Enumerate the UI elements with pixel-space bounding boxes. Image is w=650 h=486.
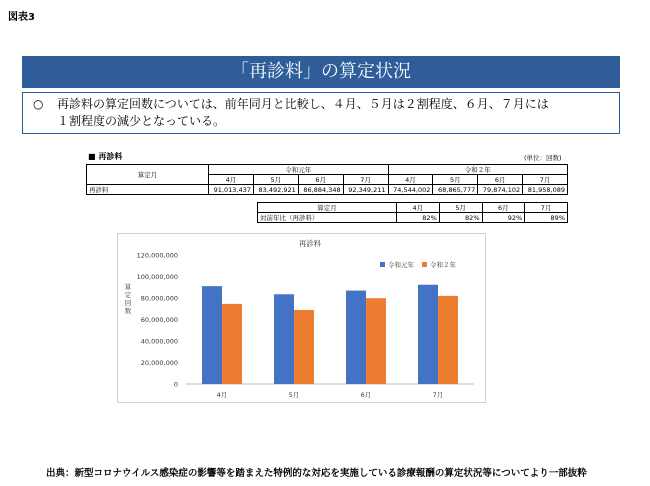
- ratio-month-header: 6月: [482, 203, 525, 213]
- legend-swatch: [380, 262, 385, 267]
- bar: [222, 304, 242, 384]
- chart-title: 再診料: [298, 239, 322, 248]
- table-month-header: 5月: [433, 175, 478, 185]
- table-row: [87, 185, 568, 195]
- table-month-header: 4月: [209, 175, 254, 185]
- y-tick-label: 60,000,000: [140, 316, 178, 324]
- legend-label: 令和２年: [430, 261, 456, 269]
- table-row: [258, 213, 568, 223]
- table-header-row: [87, 165, 568, 175]
- y-tick-label: 40,000,000: [140, 337, 178, 346]
- y-tick-label: 0: [173, 380, 178, 389]
- y-tick-label: 120,000,000: [136, 251, 178, 260]
- section-title: ■ 再診料: [88, 152, 123, 161]
- legend-label: 令和元年: [388, 261, 414, 269]
- ratio-header-row: [258, 203, 568, 213]
- summary-line-1: 再診料の算定回数については、前年同月と比較し、４月、５月は２割程度、６月、７月には: [57, 97, 549, 111]
- ratio-month-header: 5月: [439, 203, 482, 213]
- table-month-header: 6月: [298, 175, 343, 185]
- table-cell: 91,013,437: [209, 185, 254, 195]
- table-corner-label: 算定月: [87, 165, 209, 185]
- x-tick-label: 4月: [216, 391, 228, 399]
- table-cell: 68,865,777: [433, 185, 478, 195]
- table-cell: 79,874,102: [478, 185, 523, 195]
- bar: [418, 285, 438, 384]
- y-tick-label: 80,000,000: [140, 294, 178, 303]
- ratio-month-header: 7月: [525, 203, 568, 213]
- y-tick-label: 100,000,000: [136, 273, 178, 281]
- x-tick-label: 7月: [432, 391, 444, 399]
- table-cell: 83,492,921: [253, 185, 298, 195]
- bar: [346, 291, 366, 384]
- ratio-table: [257, 202, 568, 223]
- bar: [274, 294, 294, 384]
- summary-box: [22, 92, 620, 134]
- table-cell: 74,544,002: [388, 185, 433, 195]
- table-month-header: 4月: [388, 175, 433, 185]
- y-tick-label: 20,000,000: [140, 359, 178, 367]
- table-cell: 81,958,089: [523, 185, 568, 195]
- x-tick-label: 6月: [360, 391, 372, 399]
- table-month-header: 5月: [253, 175, 298, 185]
- bar: [202, 286, 222, 384]
- summary-line-2: １割程度の減少となっている。: [57, 114, 226, 128]
- ratio-row-label: 対前年比（再診料）: [258, 213, 397, 223]
- table-row-label: 再診料: [87, 185, 209, 195]
- x-tick-label: 5月: [288, 391, 300, 399]
- ratio-cell: 82%: [439, 213, 482, 223]
- bar: [366, 298, 386, 384]
- y-axis-label: 数: [124, 307, 132, 315]
- y-axis-label: 定: [124, 291, 132, 299]
- y-axis-label: 算: [124, 283, 132, 291]
- bar-chart: [118, 234, 485, 402]
- ratio-cell: 89%: [525, 213, 568, 223]
- bar: [438, 296, 458, 384]
- ratio-cell: 82%: [397, 213, 440, 223]
- ratio-cell: 92%: [482, 213, 525, 223]
- figure-label: 図表3: [8, 12, 35, 23]
- table-cell: 92,349,211: [343, 185, 388, 195]
- table-year2-header: 令和２年: [388, 165, 568, 175]
- table-month-header: 7月: [343, 175, 388, 185]
- table-year1-header: 令和元年: [209, 165, 389, 175]
- source-note: 出典：新型コロナウイルス感染症の影響等を踏まえた特例的な対応を実施している診療報酬の算定状況等についてより一部抜粋: [46, 468, 587, 479]
- table-month-header: 7月: [523, 175, 568, 185]
- y-axis-label: 回: [124, 299, 132, 307]
- counts-table: [86, 164, 568, 195]
- unit-note: (単位：回数): [524, 154, 562, 162]
- bullet-icon: ○: [33, 97, 44, 111]
- legend-swatch: [422, 262, 427, 267]
- ratio-month-header: 4月: [397, 203, 440, 213]
- page-title: 「再診料」の算定状況: [22, 56, 620, 88]
- ratio-corner-label: 算定月: [258, 203, 397, 213]
- table-month-header: 6月: [478, 175, 523, 185]
- chart-container: [117, 233, 486, 403]
- bar: [294, 310, 314, 384]
- table-cell: 86,884,348: [298, 185, 343, 195]
